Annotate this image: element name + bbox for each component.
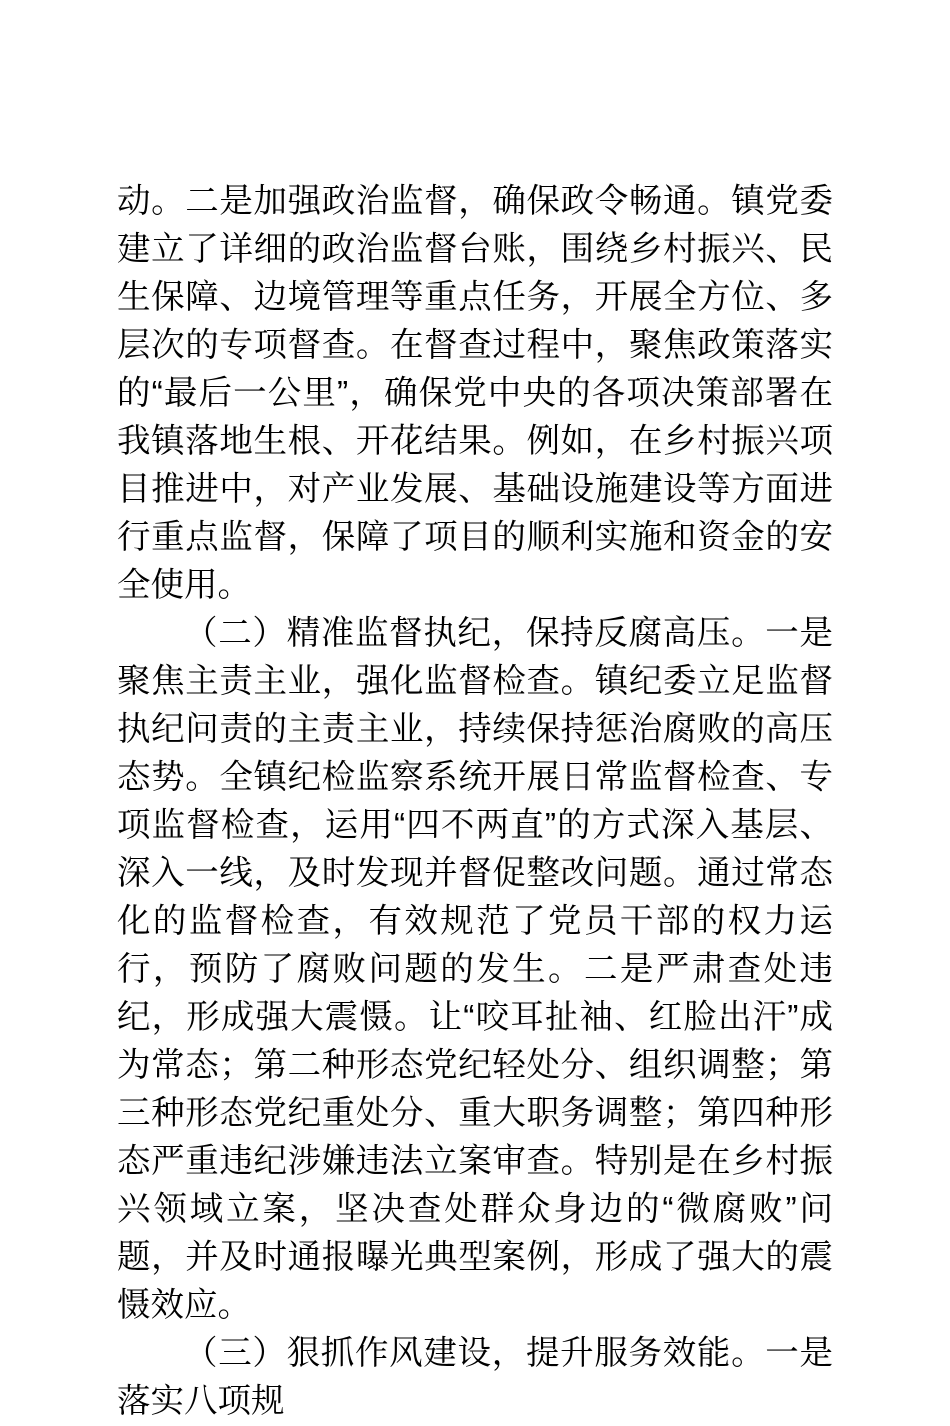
paragraph-continuation: 动。二是加强政治监督，确保政令畅通。镇党委建立了详细的政治监督台账，围绕乡村振兴、民生保障、边境管理等重点任务，开展全方位、多层次的专项督查。在督查过程中，聚焦政策落实的“最后一公里”，确保党中央的各项决策部署在我镇落地生根、开花结果。例如，在乡村振兴项目推进中，对产业发展、基础设施建设等方面进行重点监督，保障了项目的顺利实施和资金的安全使用。 bbox=[117, 183, 833, 604]
paragraph-section-three: （三）狠抓作风建设，提升服务效能。一是落实八项规 bbox=[117, 1335, 833, 1420]
paragraph-section-two: （二）精准监督执纪，保持反腐高压。一是聚焦主责主业，强化监督检查。镇纪委立足监督执纪问责的主责主业，持续保持惩治腐败的高压态势。全镇纪检监察系统开展日常监督检查、专项监督检查，运用“四不两直”的方式深入基层、深入一线，及时发现并督促整改问题。通过常态化的监督检查，有效规范了党员干部的权力运行，预防了腐败问题的发生。二是严肃查处违纪，形成强大震慑。让“咬耳扯袖、红脸出汗”成为常态；第二种形态党纪轻处分、组织调整；第三种形态党纪重处分、重大职务调整；第四种形态严重违纪涉嫌违法立案审查。特别是在乡村振兴领域立案，坚决查处群众身边的“微腐败”问题，并及时通报曝光典型案例，形成了强大的震慑效应。 bbox=[117, 615, 833, 1324]
document-text-body bbox=[117, 178, 833, 1426]
